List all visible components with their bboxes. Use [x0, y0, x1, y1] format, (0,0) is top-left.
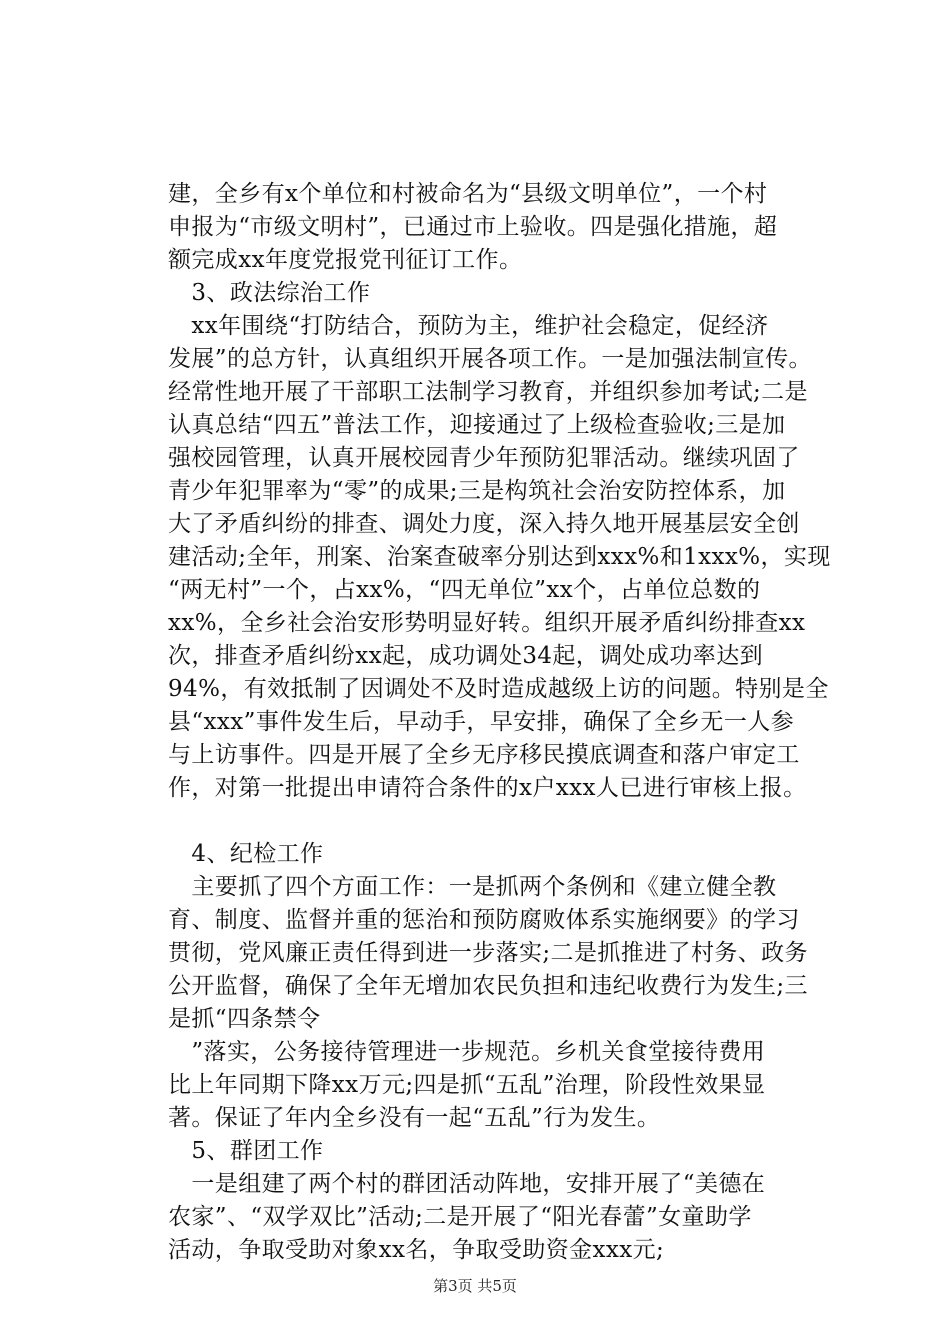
- text-line: 贯彻，党风廉正责任得到进一步落实;二是抓推进了村务、政务: [168, 940, 808, 966]
- text-line: xx年围绕“打防结合，预防为主，维护社会稳定，促经济: [168, 313, 769, 339]
- text-line: 著。保证了年内全乡没有一起“五乱”行为发生。: [168, 1105, 661, 1131]
- text-line: xx%，全乡社会治安形势明显好转。组织开展矛盾纠纷排查xx: [168, 610, 806, 636]
- text-line: ”落实，公务接待管理进一步规范。乡机关食堂接待费用: [168, 1039, 766, 1065]
- text-line: 青少年犯罪率为“零”的成果;三是构筑社会治安防控体系，加: [168, 478, 786, 504]
- text-line: 作，对第一批提出申请符合条件的x户xxx人已进行审核上报。: [168, 775, 807, 801]
- text-line: 是抓“四条禁令: [168, 1006, 321, 1032]
- section-heading: 5、群团工作: [168, 1138, 324, 1164]
- text-line: 公开监督，确保了全年无增加农民负担和违纪收费行为发生;三: [168, 973, 808, 999]
- text-line: 育、制度、监督并重的惩治和预防腐败体系实施纲要》的学习: [168, 907, 800, 933]
- page-number: 第3页 共5页: [433, 1277, 517, 1295]
- section-heading: 3、政法综治工作: [168, 280, 371, 306]
- text-line: 建活动;全年，刑案、治案查破率分别达到xxx%和1xxx%，实现: [168, 544, 831, 570]
- section-heading: 4、纪检工作: [168, 841, 324, 867]
- text-line: 发展”的总方针，认真组织开展各项工作。一是加强法制宣传。: [168, 346, 812, 372]
- text-line: 主要抓了四个方面工作：一是抓两个条例和《建立健全教: [168, 874, 777, 900]
- text-line: 活动，争取受助对象xx名，争取受助资金xxx元;: [168, 1237, 665, 1263]
- text-line: 申报为“市级文明村”，已通过市上验收。四是强化措施，超: [168, 214, 778, 240]
- text-line: 建，全乡有x个单位和村被命名为“县级文明单位”，一个村: [168, 181, 768, 207]
- text-line: 农家”、“双学双比”活动;二是开展了“阳光春蕾”女童助学: [168, 1204, 752, 1230]
- text-line: 次，排查矛盾纠纷xx起，成功调处34起，调处成功率达到: [168, 643, 764, 669]
- text-line: 经常性地开展了干部职工法制学习教育，并组织参加考试;二是: [168, 379, 808, 405]
- text-line: “两无村”一个，占xx%，“四无单位”xx个，占单位总数的: [168, 577, 761, 603]
- text-line: 与上访事件。四是开展了全乡无序移民摸底调查和落户审定工: [168, 742, 800, 768]
- text-line: 认真总结“四五”普法工作，迎接通过了上级检查验收;三是加: [168, 412, 786, 438]
- text-line: 94%，有效抵制了因调处不及时造成越级上访的问题。特别是全: [168, 676, 829, 702]
- text-line: 县“xxx”事件发生后，早动手，早安排，确保了全乡无一人参: [168, 709, 795, 735]
- text-line: 比上年同期下降xx万元;四是抓“五乱”治理，阶段性效果显: [168, 1072, 766, 1098]
- text-line: 额完成xx年度党报党刊征订工作。: [168, 247, 523, 273]
- text-line: 强校园管理，认真开展校园青少年预防犯罪活动。继续巩固了: [168, 445, 800, 471]
- text-line: 大了矛盾纠纷的排查、调处力度，深入持久地开展基层安全创: [168, 511, 800, 537]
- text-line: 一是组建了两个村的群团活动阵地，安排开展了“美德在: [168, 1171, 766, 1197]
